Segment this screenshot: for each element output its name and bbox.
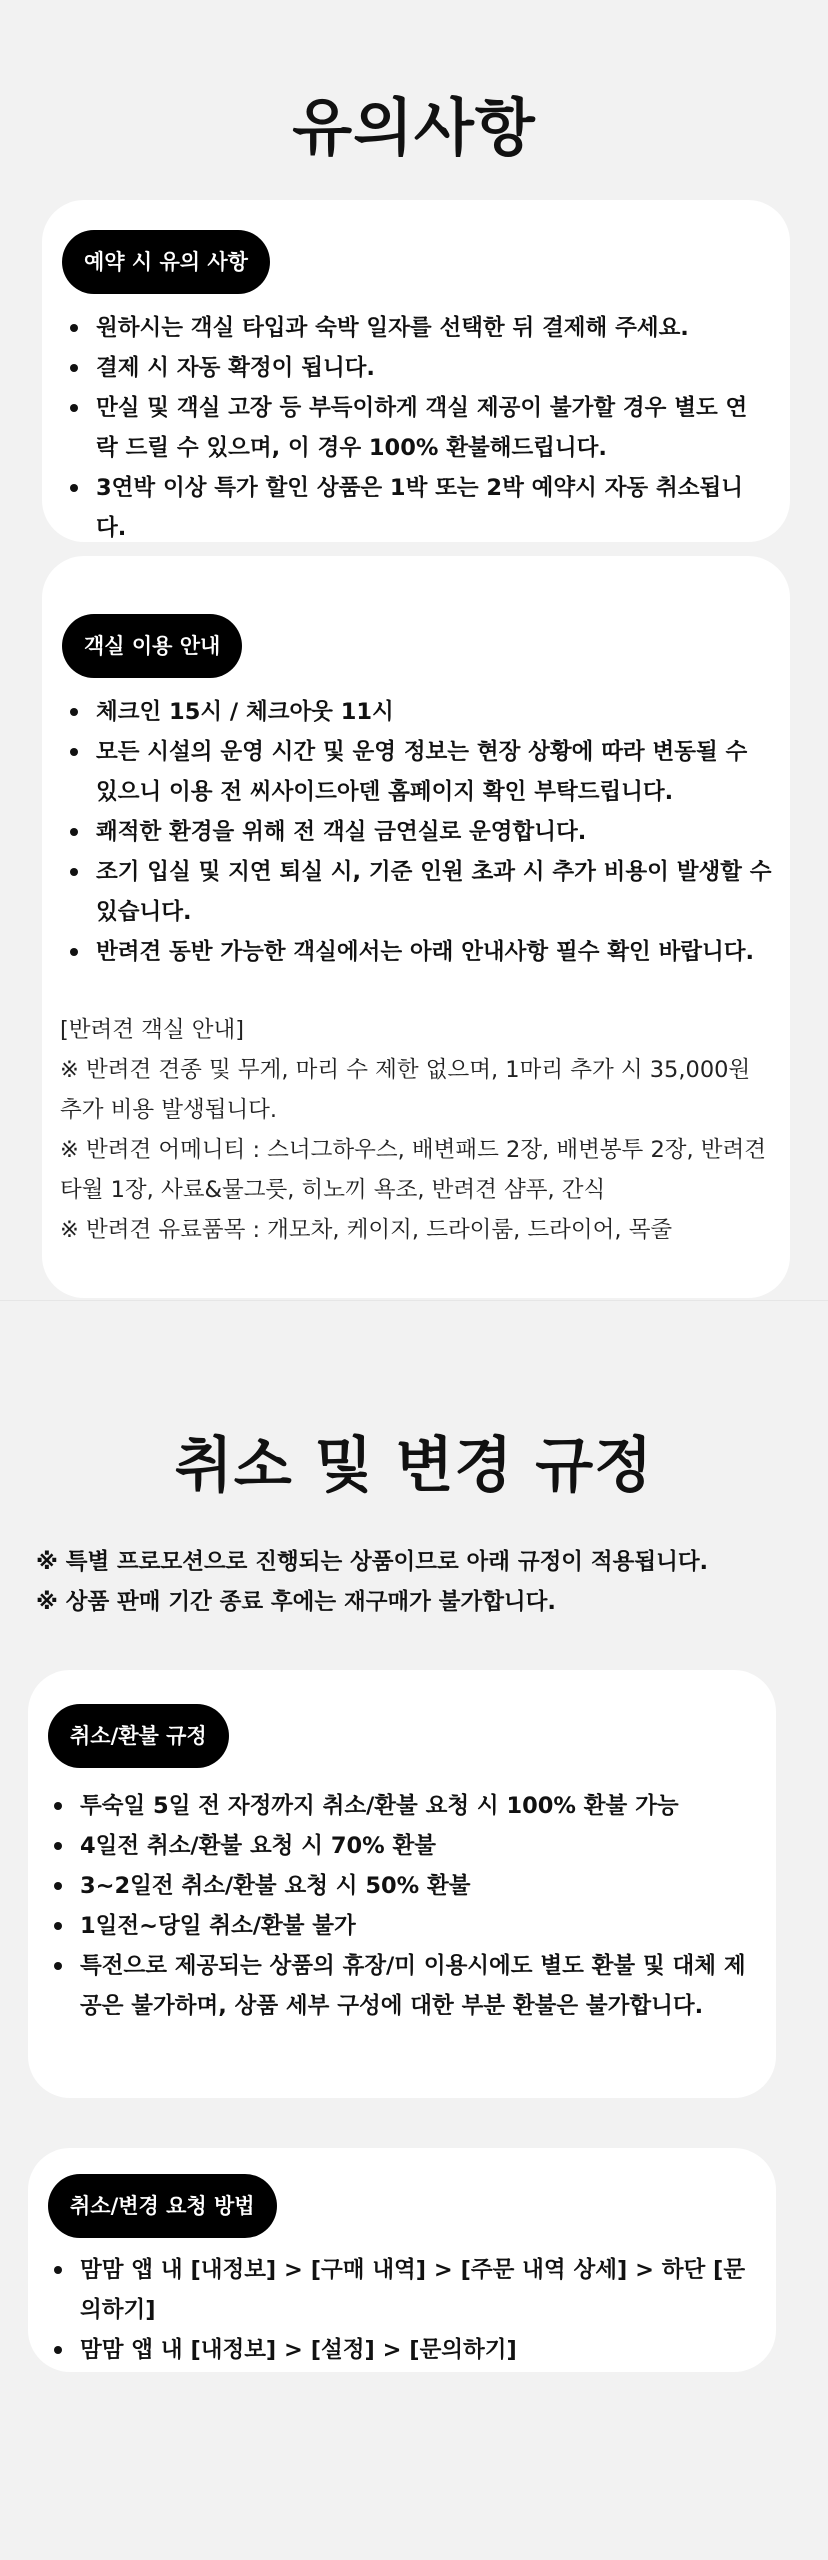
list-item — [64, 932, 776, 972]
list-item-text: 맘맘 앱 내 [내정보] > [구매 내역] > [주문 내역 상세] > 하단 [문의하기] — [80, 2257, 746, 2323]
room-usage-label: 객실 이용 안내 — [62, 614, 242, 678]
list-item-text: 체크인 15시 / 체크아웃 11시 — [96, 699, 394, 725]
refund-policy-list — [48, 1786, 760, 2026]
list-item — [48, 1866, 760, 1906]
list-item — [64, 812, 776, 852]
pet-note: ※ 반려견 유료품목 : 개모차, 케이지, 드라이룸, 드라이어, 목줄 — [60, 1217, 673, 1243]
list-item-text: 반려견 동반 가능한 객실에서는 아래 안내사항 필수 확인 바랍니다. — [96, 939, 755, 965]
bullet-icon — [54, 1842, 62, 1850]
notice-section-title: 유의사항 — [292, 91, 536, 164]
list-item — [48, 1786, 760, 1826]
bullet-icon — [70, 868, 78, 876]
reservation-notice-card — [42, 200, 790, 542]
refund-policy-card — [28, 1670, 776, 2098]
list-item-text: 3~2일전 취소/환불 요청 시 50% 환불 — [80, 1873, 471, 1899]
bullet-icon — [54, 1962, 62, 1970]
list-item — [48, 2250, 760, 2330]
pet-room-notes — [60, 1010, 772, 1250]
pet-note: ※ 반려견 어메니티 : 스너그하우스, 배변패드 2장, 배변봉투 2장, 반려견 타월 1장, 사료&물그릇, 히노끼 욕조, 반려견 샴푸, 간식 — [60, 1137, 766, 1203]
policy-section-title: 취소 및 변경 규정 — [174, 1431, 654, 1501]
bullet-icon — [70, 828, 78, 836]
bullet-icon — [70, 484, 78, 492]
list-item-text: 결제 시 자동 확정이 됩니다. — [96, 355, 375, 381]
change-request-card — [28, 2148, 776, 2372]
refund-policy-label: 취소/환불 규정 — [48, 1704, 229, 1768]
list-item-text: 4일전 취소/환불 요청 시 70% 환불 — [80, 1833, 436, 1859]
policy-intro-line: ※ 상품 판매 기간 종료 후에는 재구매가 불가합니다. — [36, 1589, 556, 1615]
list-item — [64, 468, 764, 548]
bullet-icon — [70, 364, 78, 372]
pet-notes-heading: [반려견 객실 안내] — [60, 1017, 245, 1043]
bullet-icon — [70, 708, 78, 716]
bullet-icon — [70, 404, 78, 412]
list-item — [48, 1826, 760, 1866]
list-item-text: 맘맘 앱 내 [내정보] > [설정] > [문의하기] — [80, 2337, 517, 2363]
bullet-icon — [70, 748, 78, 756]
reservation-notice-label: 예약 시 유의 사항 — [62, 230, 270, 294]
list-item — [48, 1906, 760, 1946]
list-item-text: 모든 시설의 운영 시간 및 운영 정보는 현장 상황에 따라 변동될 수 있으니 이용 전 씨사이드아덴 홈페이지 확인 부탁드립니다. — [96, 739, 748, 805]
change-request-label: 취소/변경 요청 방법 — [48, 2174, 277, 2238]
room-usage-list — [64, 692, 776, 972]
policy-intro-line: ※ 특별 프로모션으로 진행되는 상품이므로 아래 규정이 적용됩니다. — [36, 1549, 709, 1575]
list-item — [64, 348, 764, 388]
list-item-text: 쾌적한 환경을 위해 전 객실 금연실로 운영합니다. — [96, 819, 587, 845]
change-request-list — [48, 2250, 760, 2370]
list-item — [64, 388, 764, 468]
list-item — [64, 692, 776, 732]
bullet-icon — [70, 324, 78, 332]
list-item — [64, 852, 776, 932]
list-item-text: 만실 및 객실 고장 등 부득이하게 객실 제공이 불가할 경우 별도 연락 드릴 수 있으며, 이 경우 100% 환불해드립니다. — [96, 395, 748, 461]
bullet-icon — [54, 2346, 62, 2354]
room-usage-card — [42, 556, 790, 1298]
bullet-icon — [54, 1922, 62, 1930]
list-item — [64, 732, 776, 812]
reservation-notice-list — [64, 308, 764, 548]
list-item-text: 원하시는 객실 타입과 숙박 일자를 선택한 뒤 결제해 주세요. — [96, 315, 689, 341]
list-item-text: 투숙일 5일 전 자정까지 취소/환불 요청 시 100% 환불 가능 — [80, 1793, 679, 1819]
list-item-text: 3연박 이상 특가 할인 상품은 1박 또는 2박 예약시 자동 취소됩니다. — [96, 475, 743, 541]
list-item-text: 특전으로 제공되는 상품의 휴장/미 이용시에도 별도 환불 및 대체 제공은 불가하며, 상품 세부 구성에 대한 부분 환불은 불가합니다. — [80, 1953, 746, 2019]
policy-intro — [36, 1542, 796, 1622]
bullet-icon — [54, 2266, 62, 2274]
bullet-icon — [54, 1882, 62, 1890]
list-item-text: 조기 입실 및 지연 퇴실 시, 기준 인원 초과 시 추가 비용이 발생할 수 있습니다. — [96, 859, 772, 925]
bullet-icon — [54, 1802, 62, 1810]
bullet-icon — [70, 948, 78, 956]
pet-note: ※ 반려견 견종 및 무게, 마리 수 제한 없으며, 1마리 추가 시 35,000원 추가 비용 발생됩니다. — [60, 1057, 751, 1123]
section-divider — [0, 1300, 828, 1301]
list-item-text: 1일전~당일 취소/환불 불가 — [80, 1913, 356, 1939]
list-item — [64, 308, 764, 348]
list-item — [48, 1946, 760, 2026]
list-item — [48, 2330, 760, 2370]
